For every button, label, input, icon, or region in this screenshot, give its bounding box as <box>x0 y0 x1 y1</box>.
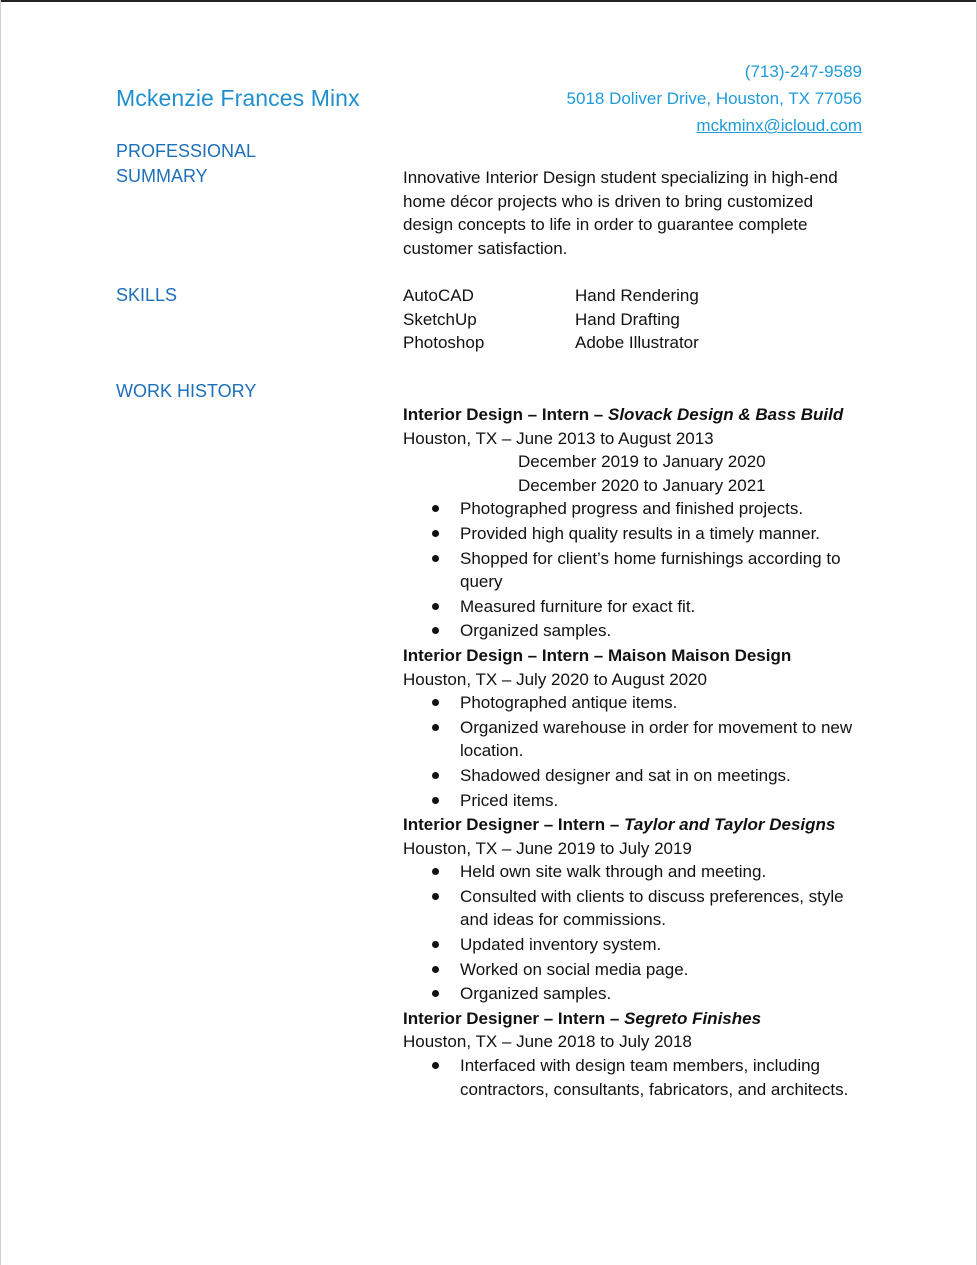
skill-item: Adobe Illustrator <box>575 333 699 353</box>
work-history-section-label: WORK HISTORY <box>116 381 257 401</box>
job-dates: Houston, TX – June 2013 to August 2013 <box>403 428 714 448</box>
summary-label-line2: SUMMARY <box>116 166 208 186</box>
list-item: Shopped for client’s home furnishings according to query <box>403 547 863 594</box>
job-title: Interior Designer – Intern – Segreto Finishes <box>403 1008 762 1028</box>
job-bullets <box>403 860 863 1006</box>
job-dates-extra: December 2019 to January 2020 <box>518 452 766 472</box>
company-name: Maison Maison Design <box>608 645 792 665</box>
bullet-icon <box>432 797 439 804</box>
job-dates: Houston, TX – July 2020 to August 2020 <box>403 669 708 689</box>
list-item: Held own site walk through and meeting. <box>403 860 863 884</box>
list-item: Measured furniture for exact fit. <box>403 595 863 619</box>
work-history <box>403 403 863 1102</box>
bullet-icon <box>432 627 439 634</box>
list-item: Interfaced with design team members, including contractors, consultants, fabricators, and architects. <box>403 1054 863 1101</box>
contact-block <box>567 60 862 141</box>
bullet-icon <box>432 1062 439 1069</box>
list-item: Photographed antique items. <box>403 691 863 715</box>
list-item: Consulted with clients to discuss preferences, style and ideas for commissions. <box>403 885 863 932</box>
skill-item: AutoCAD <box>403 286 474 305</box>
job-title: Interior Designer – Intern – Taylor and Taylor Designs <box>403 815 836 835</box>
bullet-icon <box>432 505 439 512</box>
candidate-name: Mckenzie Frances Minx <box>116 85 360 111</box>
job-entry <box>403 1007 863 1101</box>
bullet-icon <box>432 941 439 948</box>
job-entry <box>403 813 863 1006</box>
skill-item: Photoshop <box>403 333 485 353</box>
skill-item: Hand Rendering <box>575 286 699 305</box>
bullet-icon <box>432 772 439 779</box>
job-entry <box>403 403 863 643</box>
bullet-icon <box>432 966 439 973</box>
summary-label-line1: PROFESSIONAL <box>116 141 257 161</box>
job-title: Interior Design – Intern – Maison Maison Design <box>403 645 792 665</box>
bullet-icon <box>432 530 439 537</box>
list-item: Updated inventory system. <box>403 933 863 957</box>
skills-grid <box>403 284 863 355</box>
bullet-icon <box>432 699 439 706</box>
bullet-icon <box>432 990 439 997</box>
list-item: Provided high quality results in a timely manner. <box>403 522 863 546</box>
job-bullets <box>403 691 863 812</box>
summary-section-label <box>116 139 256 189</box>
phone-number: (713)-247-9589 <box>744 62 862 81</box>
list-item: Photographed progress and finished projects. <box>403 497 863 521</box>
list-item: Priced items. <box>403 789 863 813</box>
job-entry <box>403 644 863 812</box>
bullet-icon <box>432 724 439 731</box>
address: 5018 Doliver Drive, Houston, TX 77056 <box>566 89 862 108</box>
job-bullets <box>403 1054 863 1101</box>
bullet-icon <box>432 868 439 875</box>
summary-text: Innovative Interior Design student specializing in high-end home décor projects who is driven to bring customized design concepts to life in order to guarantee complete customer satisfaction. <box>403 168 838 258</box>
list-item: Worked on social media page. <box>403 958 863 982</box>
email-link[interactable]: mckminx@icloud.com <box>696 116 862 135</box>
job-dates-extra: December 2020 to January 2021 <box>518 475 766 495</box>
bullet-icon <box>432 603 439 610</box>
bullet-icon <box>432 555 439 562</box>
list-item: Organized samples. <box>403 982 863 1006</box>
list-item: Organized warehouse in order for movement to new location. <box>403 716 863 763</box>
company-name: Slovack Design & Bass Build <box>608 405 844 424</box>
list-item: Organized samples. <box>403 619 863 643</box>
page-left-border <box>0 0 1 1265</box>
skills-section-label: SKILLS <box>116 285 178 305</box>
page-top-border <box>0 0 977 2</box>
bullet-icon <box>432 893 439 900</box>
skill-item: Hand Drafting <box>575 309 680 329</box>
company-name: Taylor and Taylor Designs <box>624 815 836 835</box>
job-bullets <box>403 497 863 643</box>
job-dates: Houston, TX – June 2019 to July 2019 <box>403 838 692 858</box>
company-name: Segreto Finishes <box>624 1008 762 1028</box>
job-title: Interior Design – Intern – Slovack Design & Bass Build <box>403 405 844 424</box>
skill-item: SketchUp <box>403 309 477 329</box>
list-item: Shadowed designer and sat in on meetings. <box>403 764 863 788</box>
job-dates: Houston, TX – June 2018 to July 2018 <box>403 1032 692 1052</box>
